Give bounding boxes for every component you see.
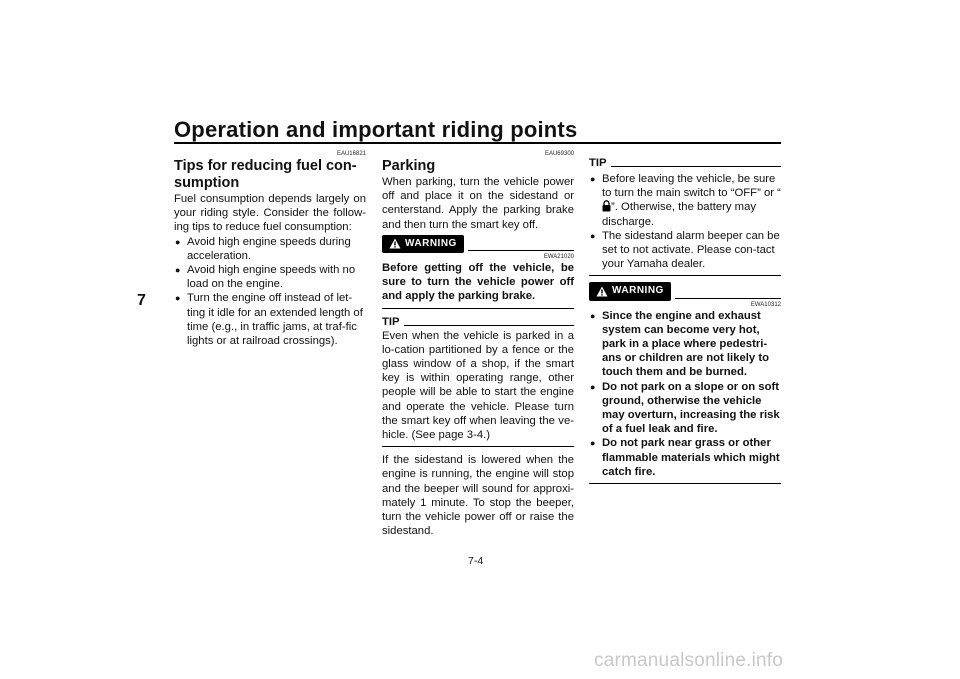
tip-header <box>382 315 574 329</box>
section-heading: Tips for reducing fuel con-sumption <box>174 158 357 191</box>
tip-label: TIP <box>589 157 607 169</box>
tip-item-text: ”. Otherwise, the battery may discharge. <box>602 201 757 228</box>
section-heading: Parking <box>382 158 436 174</box>
tip-end-rule <box>382 446 574 447</box>
warning-code: EWA10312 <box>750 301 781 308</box>
tip-item-text: Before leaving the vehicle, be sure to turn the main switch to “OFF” or “ <box>602 173 781 200</box>
sidestand-paragraph: If the sidestand is lowered when the engine is running, the engine will stop and the beeper will sound for approxi-mately 1 minute. To stop the beeper, turn the vehicle power off or raise the sidestand. <box>382 454 574 538</box>
page-header-title: Operation and important riding points <box>174 117 578 142</box>
warning-label: WARNING <box>612 285 664 297</box>
tip-label: TIP <box>382 315 400 328</box>
tip-end-rule <box>589 275 781 276</box>
column-parking <box>382 150 574 538</box>
warning-badge <box>382 235 464 253</box>
warning-end-rule <box>589 483 781 484</box>
chapter-tab: 7 <box>137 292 146 309</box>
intro-paragraph: When parking, turn the vehicle power off and place it on the sidestand or centerstand. Apply the parking brake and then turn the smart key off. <box>382 176 574 231</box>
warning-list <box>589 309 781 479</box>
section-code: EAU16821 <box>336 151 366 157</box>
list-item: ● Do not park near grass or other flammable materials which might catch fire. <box>589 436 781 479</box>
lock-icon <box>602 200 611 212</box>
column-tips-warnings <box>589 156 781 490</box>
watermark: carmanualsonline.info <box>594 650 784 671</box>
warning-header <box>382 235 574 253</box>
warning-code: EWA21020 <box>543 254 574 261</box>
tip-list <box>589 172 781 271</box>
tip-text: Even when the vehicle is parked in a lo-cation partitioned by a fence or the glass window of a shop, if the smart key is within operating range, other people will be able to start the engine and operate the vehicle. Please turn the smart key off when leaving the ve-hicle. (See page 3-4.) <box>382 329 574 442</box>
column-fuel-tips <box>174 150 366 348</box>
list-item: ● Do not park on a slope or on soft ground, otherwise the vehicle may overturn, increasing the risk of a fuel leak and fire. <box>589 380 781 437</box>
warning-badge <box>589 282 671 300</box>
warning-label: WARNING <box>405 237 457 249</box>
header-rule <box>174 142 781 144</box>
warning-end-rule <box>382 308 574 309</box>
warning-header <box>589 282 781 300</box>
section-code: EAU69300 <box>544 151 574 157</box>
warning-text: Before getting off the vehicle, be sure to turn the vehicle power off and apply the parking brake. <box>382 262 574 303</box>
list-item: ● Avoid high engine speeds during acceleration. <box>174 235 366 263</box>
warning-triangle-icon <box>596 286 608 297</box>
fuel-tips-list <box>174 235 366 349</box>
intro-paragraph: Fuel consumption depends largely on your riding style. Consider the follow-ing tips to reduce fuel consumption: <box>174 193 366 234</box>
warning-triangle-icon <box>389 238 401 249</box>
list-item: ● Since the engine and exhaust system can become very hot, park in a place where pedestri-ans or children are not likely to touch them and be burned. <box>589 309 781 380</box>
tip-header <box>589 156 781 170</box>
list-item <box>589 172 781 229</box>
page-number: 7-4 <box>468 555 484 567</box>
list-item: ● Turn the engine off instead of let-ting it idle for an extended length of time (e.g., in traffic jams, at traf-fic lights or at railroad crossings). <box>174 291 366 348</box>
list-item: ● Avoid high engine speeds with no load on the engine. <box>174 263 366 291</box>
list-item: ● The sidestand alarm beeper can be set to not activate. Please con-tact your Yamaha dealer. <box>589 229 781 272</box>
